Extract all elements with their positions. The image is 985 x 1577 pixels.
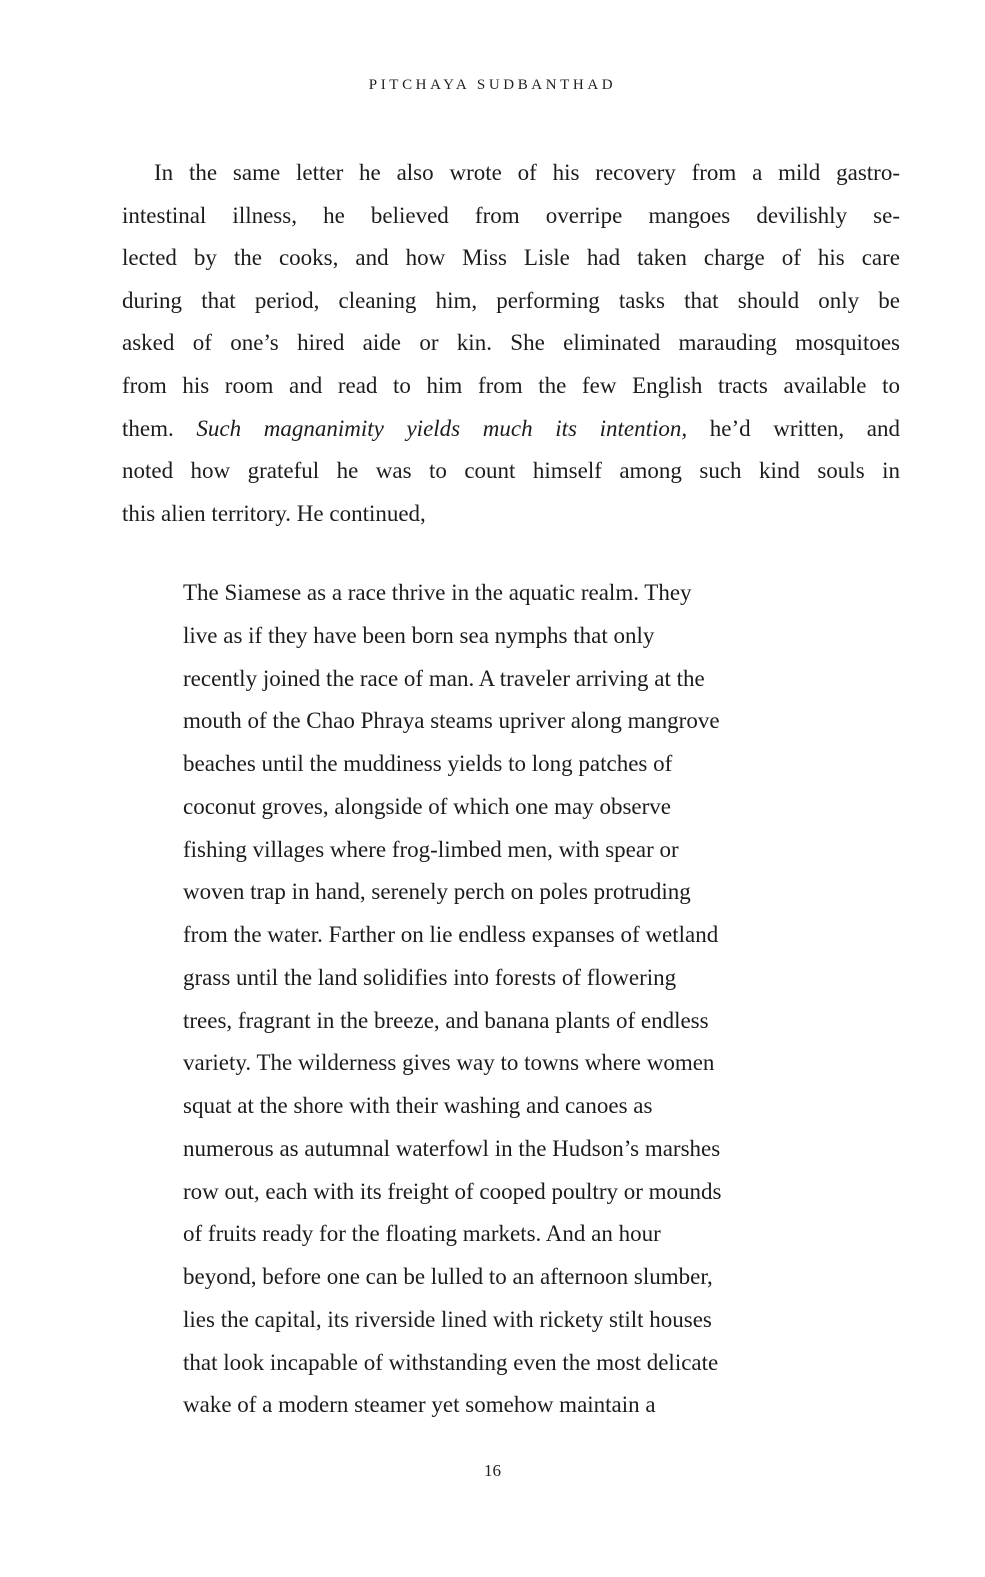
quote-line: live as if they have been born sea nymphs that only — [183, 622, 655, 648]
quote-line: mouth of the Chao Phraya steams upriver along mangrove — [183, 708, 720, 734]
quote-line: fishing villages where frog-limbed men, with spear or — [183, 836, 679, 862]
body-paragraph — [122, 152, 900, 535]
quote-line: coconut groves, alongside of which one may observe — [183, 793, 671, 819]
quote-line: lies the capital, its riverside lined with rickety stilt houses — [183, 1306, 712, 1332]
quote-line: wake of a modern steamer yet somehow maintain a — [183, 1392, 656, 1418]
quote-line: recently joined the race of man. A traveler arriving at the — [183, 665, 705, 691]
paragraph-line: In the same letter he also wrote of his recovery from a mild gastro- — [154, 160, 900, 185]
quote-line: grass until the land solidifies into forests of flowering — [183, 964, 677, 990]
page-number: 16 — [484, 1461, 501, 1480]
paragraph-line: during that period, cleaning him, performing tasks that should only be — [122, 287, 900, 313]
block-quote — [183, 572, 843, 1427]
quote-line: row out, each with its freight of cooped poultry or mounds — [183, 1178, 722, 1204]
quote-line: squat at the shore with their washing and canoes as — [183, 1093, 653, 1118]
quote-line: The Siamese as a race thrive in the aquatic realm. They — [183, 580, 692, 605]
italic-quotation: Such magnanimity yields much its intention, — [196, 415, 688, 441]
paragraph-line: intestinal illness, he believed from overripe mangoes devilishly se- — [122, 202, 900, 228]
paragraph-line: from his room and read to him from the few English tracts available to — [122, 372, 900, 398]
quote-line: trees, fragrant in the breeze, and banana plants of endless — [183, 1007, 709, 1033]
paragraph-line: this alien territory. He continued, — [122, 500, 426, 526]
line-trail-text: he’d written, and — [687, 415, 900, 441]
quote-line: numerous as autumnal waterfowl in the Hudson’s marshes — [183, 1135, 721, 1161]
line-lead-text: them. — [122, 415, 197, 441]
paragraph-line: noted how grateful he was to count himself among such kind souls in — [122, 458, 900, 484]
quote-line: woven trap in hand, serenely perch on poles protruding — [183, 879, 691, 905]
quote-line: of fruits ready for the floating markets. And an hour — [183, 1221, 661, 1247]
quote-line: that look incapable of withstanding even the most delicate — [183, 1349, 719, 1375]
running-head: PITCHAYA SUDBANTHAD — [368, 77, 617, 93]
paragraph-line: lected by the cooks, and how Miss Lisle had taken charge of his care — [122, 245, 900, 271]
quote-line: beaches until the muddiness yields to long patches of — [183, 751, 673, 776]
quote-line: beyond, before one can be lulled to an afternoon slumber, — [183, 1264, 713, 1289]
paragraph-line: asked of one’s hired aide or kin. She eliminated marauding mosquitoes — [122, 330, 900, 356]
quote-line: variety. The wilderness gives way to towns where women — [183, 1050, 715, 1076]
paragraph-line-with-italic — [122, 408, 900, 451]
quote-line: from the water. Farther on lie endless expanses of wetland — [183, 922, 719, 947]
